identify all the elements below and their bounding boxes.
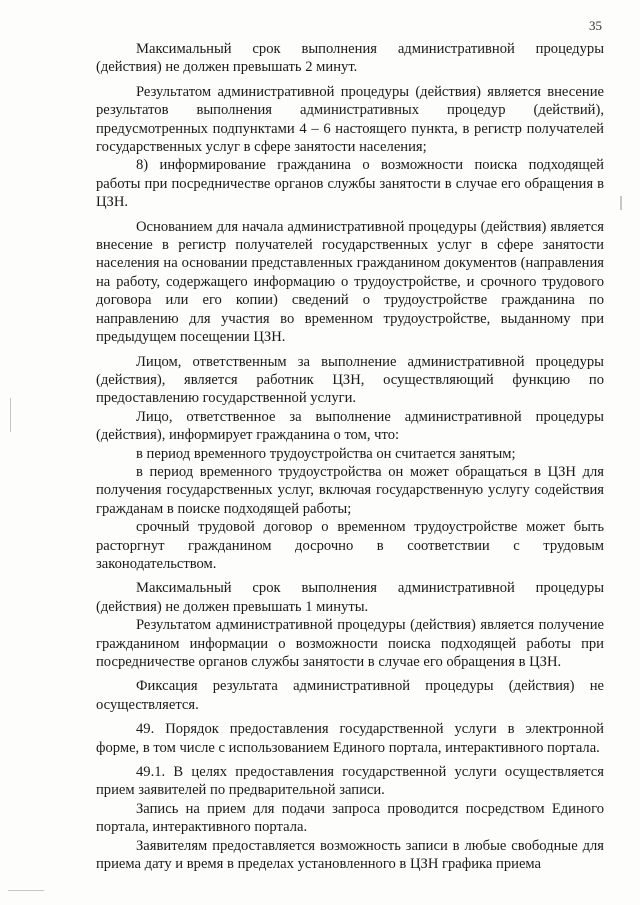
- paragraph: в период временного трудоустройства он может обращаться в ЦЗН для получения государственных услуг, включая государственную услугу содействия гражданам в поиске подходящей работы;: [96, 463, 604, 517]
- document-body: [96, 40, 604, 873]
- paragraph: Максимальный срок выполнения административной процедуры (действия) не должен превышать 2 минут.: [96, 41, 604, 76]
- paragraph: Запись на прием для подачи запроса проводится посредством Единого портала, интерактивного портала.: [96, 800, 604, 836]
- paragraph: Заявителям предоставляется возможность записи в любые свободные для приема дату и время в пределах установленного в ЦЗН графика приема: [96, 837, 604, 873]
- paragraph: в период временного трудоустройства он считается занятым;: [136, 445, 516, 462]
- paragraph: Лицом, ответственным за выполнение административной процедуры (действия), является работник ЦЗН, осуществляющий функцию по предоставлению государственной услуги.: [96, 353, 604, 407]
- paragraph: 8) информирование гражданина о возможности поиска подходящей работы при посредничестве органов службы занятости в случае его обращения в ЦЗН.: [96, 157, 604, 211]
- paragraph: 49.1. В целях предоставления государственной услуги осуществляется прием заявителей по предварительной записи.: [96, 764, 604, 799]
- scan-artifact: [620, 196, 622, 210]
- paragraph: Основанием для начала административной процедуры (действия) является внесение в регистр получателей государственных услуг в сфере занятости населения на основании представленных гражданином документов (направления на работу, содержащего информацию о трудоустройстве, и срочного трудового договора или его копии) сведений о трудоустройстве гражданина по направлению для участия во временном трудоустройстве, выданному при предыдущем посещении ЦЗН.: [96, 218, 604, 346]
- paragraph: Максимальный срок выполнения административной процедуры (действия) не должен превышать 1 минуты.: [96, 580, 604, 615]
- paragraph: Лицо, ответственное за выполнение административной процедуры (действия), информирует гражданина о том, что:: [96, 408, 604, 444]
- page-number: 35: [589, 18, 602, 33]
- paragraph: 49. Порядок предоставления государственной услуги в электронной форме, в том числе с использованием Единого портала, интерактивного портала.: [96, 721, 604, 756]
- scan-artifact: [10, 398, 11, 432]
- paragraph: Результатом административной процедуры (действия) является внесение результатов выполнения административных процедур (действий), предусмотренных подпунктами 4 – 6 настоящего пункта, в регистр получателей государственных услуг в сфере занятости населения;: [96, 83, 604, 156]
- paragraph: Фиксация результата административной процедуры (действия) не осуществляется.: [96, 678, 604, 713]
- paragraph: срочный трудовой договор о временном трудоустройстве может быть расторгнут гражданином досрочно в соответствии с трудовым законодательством.: [96, 519, 604, 572]
- scan-artifact: [8, 890, 44, 891]
- paragraph: Результатом административной процедуры (действия) является получение гражданином информации о возможности поиска подходящей работы при посредничестве органов службы занятости в случае его обращения в ЦЗН.: [96, 617, 604, 670]
